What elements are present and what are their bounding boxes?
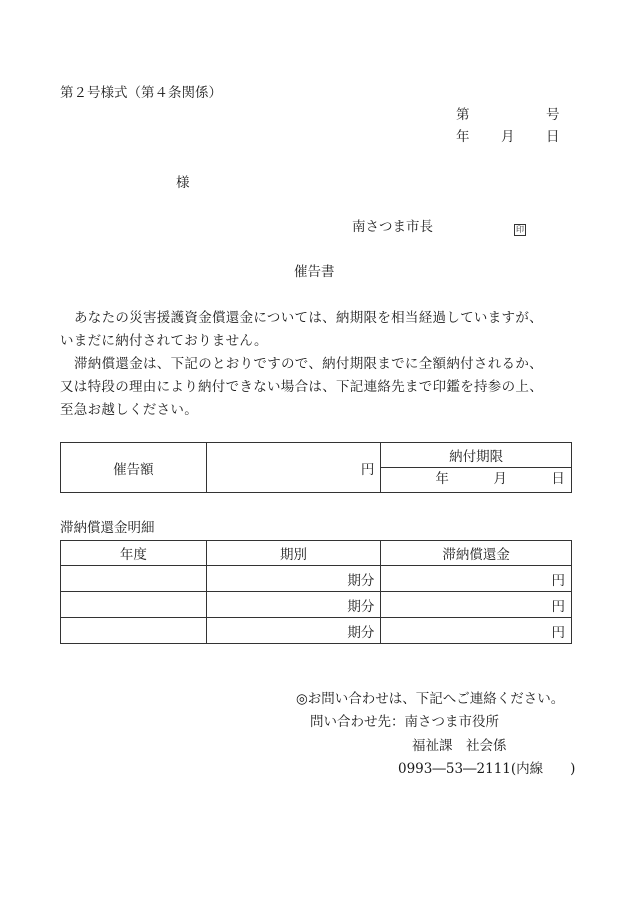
table-row bbox=[61, 592, 572, 618]
header-fiscal-year: 年度 bbox=[61, 541, 207, 566]
date-day: 日 bbox=[546, 129, 560, 145]
detail-table bbox=[60, 540, 572, 644]
paragraph-2-line-3: 至急お越しください。 bbox=[60, 402, 198, 418]
paragraph-1-line-1: あなたの災害援護資金償還金については、納期限を相当経過していますが、 bbox=[74, 310, 543, 326]
contact-line-1: 問い合わせ先：南さつま市役所 bbox=[310, 714, 499, 730]
contact-note: ◎お問い合わせは、下記へご連絡ください。 bbox=[296, 691, 565, 707]
fiscal-year-cell bbox=[61, 566, 207, 592]
contact-line-2: 福祉課 社会係 bbox=[412, 738, 507, 754]
deadline-day: 日 bbox=[551, 471, 565, 487]
form-label: 第２号様式（第４条関係） bbox=[60, 85, 222, 101]
issuer-name: 南さつま市長 bbox=[352, 219, 433, 235]
deadline-month: 月 bbox=[493, 471, 507, 487]
paragraph-1-line-2: いまだに納付されておりません。 bbox=[60, 333, 268, 349]
paragraph-2-line-1: 滞納償還金は、下記のとおりですので、納付期限までに全額納付されるか、 bbox=[74, 356, 543, 372]
summary-unit: 円 bbox=[360, 461, 375, 478]
amount-cell: 円 bbox=[381, 592, 572, 618]
contact-line-3: 0993―53―2111(内線 ) bbox=[398, 761, 576, 777]
amount-cell: 円 bbox=[381, 566, 572, 592]
table-row bbox=[61, 618, 572, 644]
table-row bbox=[61, 566, 572, 592]
summary-amount-cell bbox=[206, 443, 381, 493]
detail-title: 滞納償還金明細 bbox=[60, 520, 155, 536]
paragraph-2-line-2: 又は特段の理由により納付できない場合は、下記連絡先まで印鑑を持参の上、 bbox=[60, 379, 543, 395]
seal-mark bbox=[514, 222, 526, 236]
deadline-year: 年 bbox=[435, 471, 449, 487]
deadline-date-cell bbox=[381, 468, 572, 493]
seal-char: 印 bbox=[516, 225, 524, 234]
doc-number-suffix: 号 bbox=[546, 107, 560, 123]
amount-cell: 円 bbox=[381, 618, 572, 644]
doc-number-prefix: 第 bbox=[456, 107, 470, 123]
summary-table bbox=[60, 442, 572, 493]
fiscal-year-cell bbox=[61, 592, 207, 618]
header-period: 期別 bbox=[206, 541, 381, 566]
summary-label: 催告額 bbox=[61, 443, 207, 493]
header-amount: 滞納償還金 bbox=[381, 541, 572, 566]
date-year: 年 bbox=[456, 129, 470, 145]
document-title: 催告書 bbox=[294, 264, 335, 280]
period-cell: 期分 bbox=[206, 592, 381, 618]
addressee-suffix: 様 bbox=[176, 175, 190, 191]
period-cell: 期分 bbox=[206, 566, 381, 592]
body-text bbox=[60, 307, 580, 422]
fiscal-year-cell bbox=[61, 618, 207, 644]
deadline-header: 納付期限 bbox=[381, 443, 572, 468]
period-cell: 期分 bbox=[206, 618, 381, 644]
date-month: 月 bbox=[501, 129, 515, 145]
